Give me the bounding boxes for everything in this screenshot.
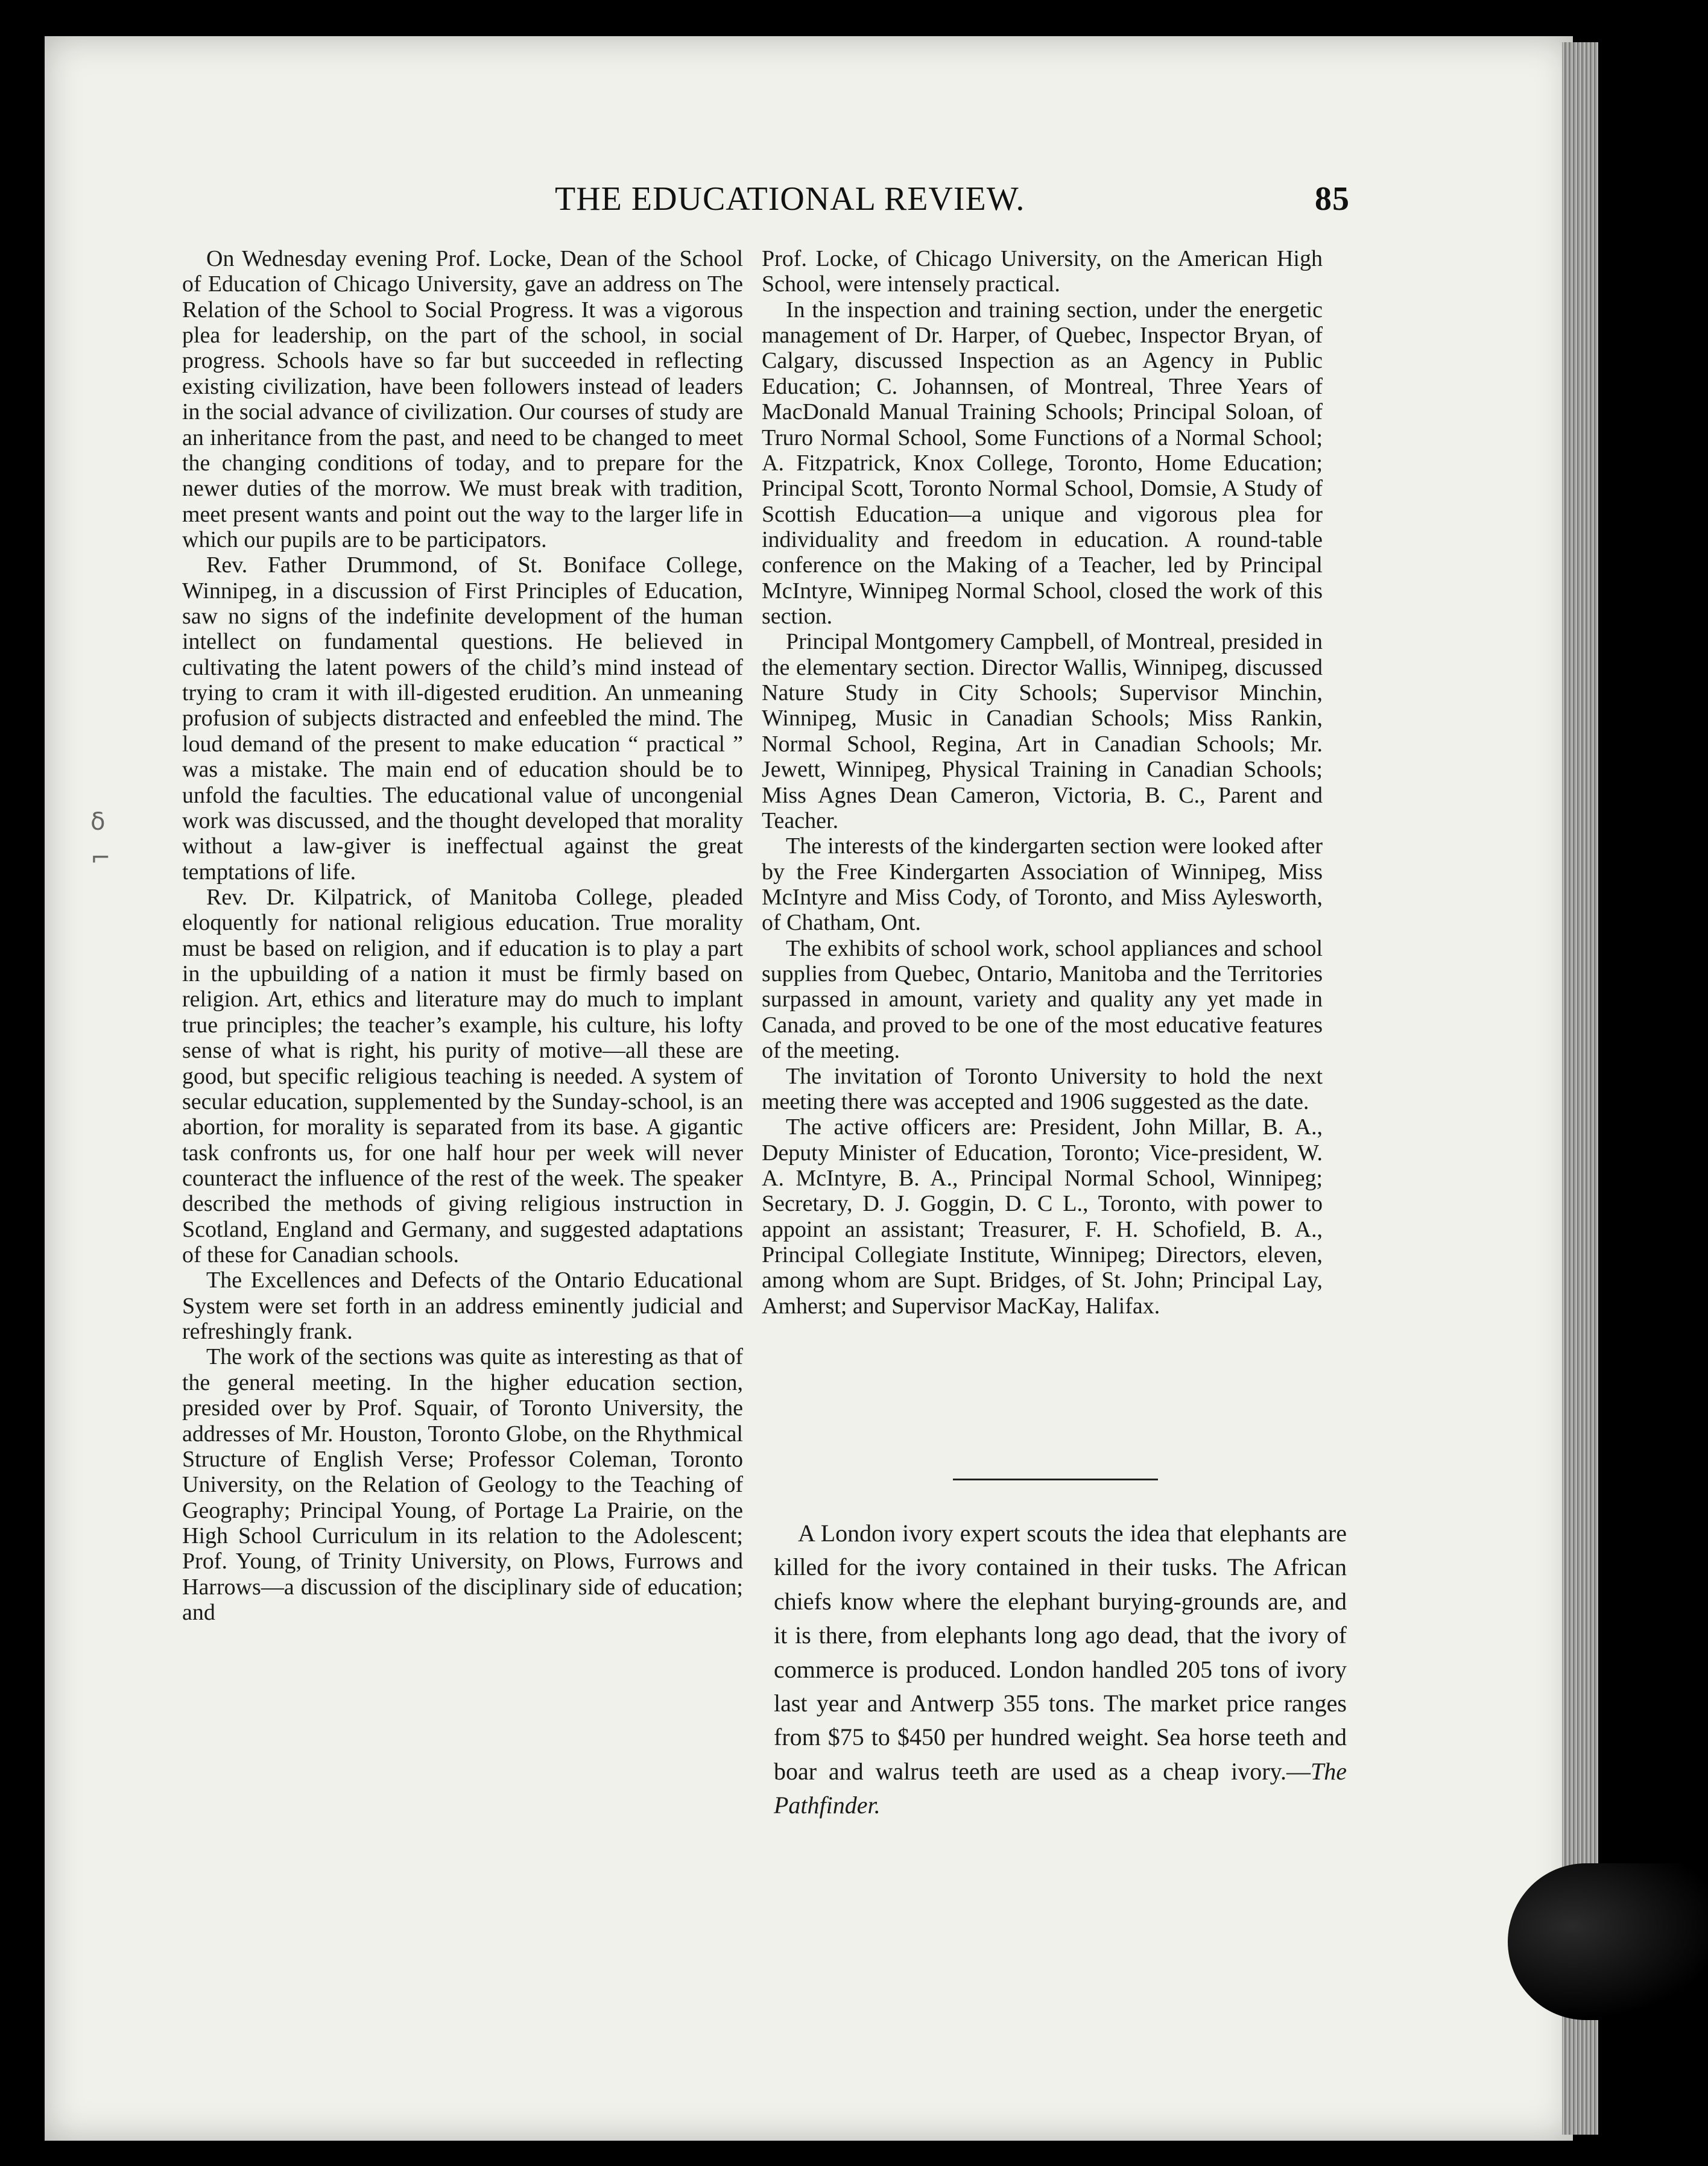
- paragraph: In the inspection and training section, under the energetic management of Dr. Harper, of Quebec, Inspector Bryan, of Calgary, discussed Inspection as an Agency in Public Education; C. Johannsen, of Montreal, Three Years of MacDonald Manual Training Schools; Principal Soloan, of Truro Normal School, Some Functions of a Normal School; A. Fitzpatrick, Knox College, Toronto, Home Education; Principal Scott, Toronto Normal School, Domsie, A Study of Scottish Education—a unique and vigorous plea for individuality and freedom in education. A round-table conference on the Making of a Teacher, led by Principal McIntyre, Winnipeg Normal School, closed the work of this section.: [762, 297, 1323, 630]
- note-source: The Pathfinder.: [774, 1757, 1347, 1819]
- running-title: THE EDUCATIONAL REVIEW.: [555, 180, 1025, 218]
- paragraph: On Wednesday evening Prof. Locke, Dean of the School of Education of Chicago University, gave an address on The Relation of the School to Social Progress. It was a vigorous plea for leadership, on the part of the school, in social progress. Schools have so far but succeeded in reflecting existing civilization, have been followers instead of leaders in the social advance of civilization. Our courses of study are an inheritance from the past, and need to be changed to meet the changing conditions of today, and to prepare for the newer duties of the morrow. We must break with tradition, meet present wants and point out the way to the larger life in which our pupils are to be participators.: [182, 246, 743, 552]
- scanner-clip: [1508, 1863, 1708, 2020]
- ivory-note: [774, 1517, 1347, 1823]
- paragraph: Prof. Locke, of Chicago University, on the American High School, were intensely practical.: [762, 246, 1323, 297]
- paragraph: Principal Montgomery Campbell, of Montreal, presided in the elementary section. Director Wallis, Winnipeg, discussed Nature Study in City Schools; Supervisor Minchin, Winnipeg, Music in Canadian Schools; Miss Rankin, Normal School, Regina, Art in Canadian Schools; Mr. Jewett, Winnipeg, Physical Training in Canadian Schools; Miss Agnes Dean Cameron, Victoria, B. C., Parent and Teacher.: [762, 629, 1323, 833]
- paragraph: Rev. Dr. Kilpatrick, of Manitoba College, pleaded eloquently for national religious education. True morality must be based on religion, and if education is to play a part in the upbuilding of a nation it must be firmly based on religion. Art, ethics and literature may do much to implant true principles; the teacher’s example, his culture, his lofty sense of what is right, his purity of motive—all these are good, but specific religious teaching is needed. A system of secular education, supplemented by the Sunday-school, is an abortion, for morality is separated from its base. A gigantic task confronts us, for one half hour per week will never counteract the influence of the rest of the week. The speaker described the methods of giving religious instruction in Scotland, England and Germany, and suggested adaptations of these for Canadian schools.: [182, 884, 743, 1268]
- note-text: A London ivory expert scouts the idea that elephants are killed for the ivory contained in their tusks. The African chiefs know where the elephant burying-grounds are, and it is there, from elephants long ago dead, that the ivory of commerce is produced. London handled 205 tons of ivory last year and Antwerp 355 tons. The market price ranges from $75 to $450 per hundred weight. Sea horse teeth and boar and walrus teeth are used as a cheap ivory.—: [774, 1520, 1347, 1785]
- margin-pencil-mark: ⌐: [90, 844, 111, 872]
- film-border-left: [0, 0, 45, 2166]
- film-border-right: [1598, 0, 1708, 2166]
- left-column: [182, 246, 743, 1625]
- margin-pencil-mark: δ: [90, 808, 106, 836]
- paragraph: The Excellences and Defects of the Ontario Educational System were set forth in an address eminently judicial and refreshingly frank.: [182, 1268, 743, 1345]
- page-stack-edges: [1562, 42, 1598, 2135]
- paragraph: The invitation of Toronto University to hold the next meeting there was accepted and 1906 suggested as the date.: [762, 1063, 1323, 1114]
- page-header: [229, 180, 1435, 222]
- paragraph: The interests of the kindergarten section were looked after by the Free Kindergarten Association of Winnipeg, Miss McIntyre and Miss Cody, of Toronto, and Miss Aylesworth, of Chatham, Ont.: [762, 833, 1323, 936]
- paragraph: The exhibits of school work, school appliances and school supplies from Quebec, Ontario, Manitoba and the Territories surpassed in amount, variety and quality any yet made in Canada, and proved to be one of the most educative features of the meeting.: [762, 935, 1323, 1064]
- section-divider: [953, 1479, 1158, 1480]
- paragraph: The work of the sections was quite as interesting as that of the general meeting. In the higher education section, presided over by Prof. Squair, of Toronto University, the addresses of Mr. Houston, Toronto Globe, on the Rhythmical Structure of English Verse; Professor Coleman, Toronto University, on the Relation of Geology to the Teaching of Geography; Principal Young, of Portage La Prairie, on the High School Curriculum in its relation to the Adolescent; Prof. Young, of Trinity University, on Plows, Furrows and Harrows—a discussion of the disciplinary side of education; and: [182, 1344, 743, 1626]
- paragraph: Rev. Father Drummond, of St. Boniface College, Winnipeg, in a discussion of First Principles of Education, saw no signs of the indefinite development of the human intellect on fundamental questions. He believed in cultivating the latent powers of the child’s mind instead of trying to cram it with ill-digested erudition. An unmeaning profusion of subjects distracted and enfeebled the mind. The loud demand of the present to make education “ practical ” was a mistake. The main end of education should be to unfold the faculties. The educational value of uncongenial work was discussed, and the thought developed that morality without a law-giver is ineffectual against the great temptations of life.: [182, 552, 743, 885]
- page-number: 85: [1315, 180, 1350, 218]
- paragraph: The active officers are: President, John Millar, B. A., Deputy Minister of Education, Toronto; Vice-president, W. A. McIntyre, B. A., Principal Normal School, Winnipeg; Secretary, D. J. Goggin, D. C L., Toronto, with power to appoint an assistant; Treasurer, F. H. Schofield, B. A., Principal Collegiate Institute, Winnipeg; Directors, eleven, among whom are Supt. Bridges, of St. John; Principal Lay, Amherst; and Supervisor MacKay, Halifax.: [762, 1114, 1323, 1319]
- right-column: [762, 246, 1323, 1319]
